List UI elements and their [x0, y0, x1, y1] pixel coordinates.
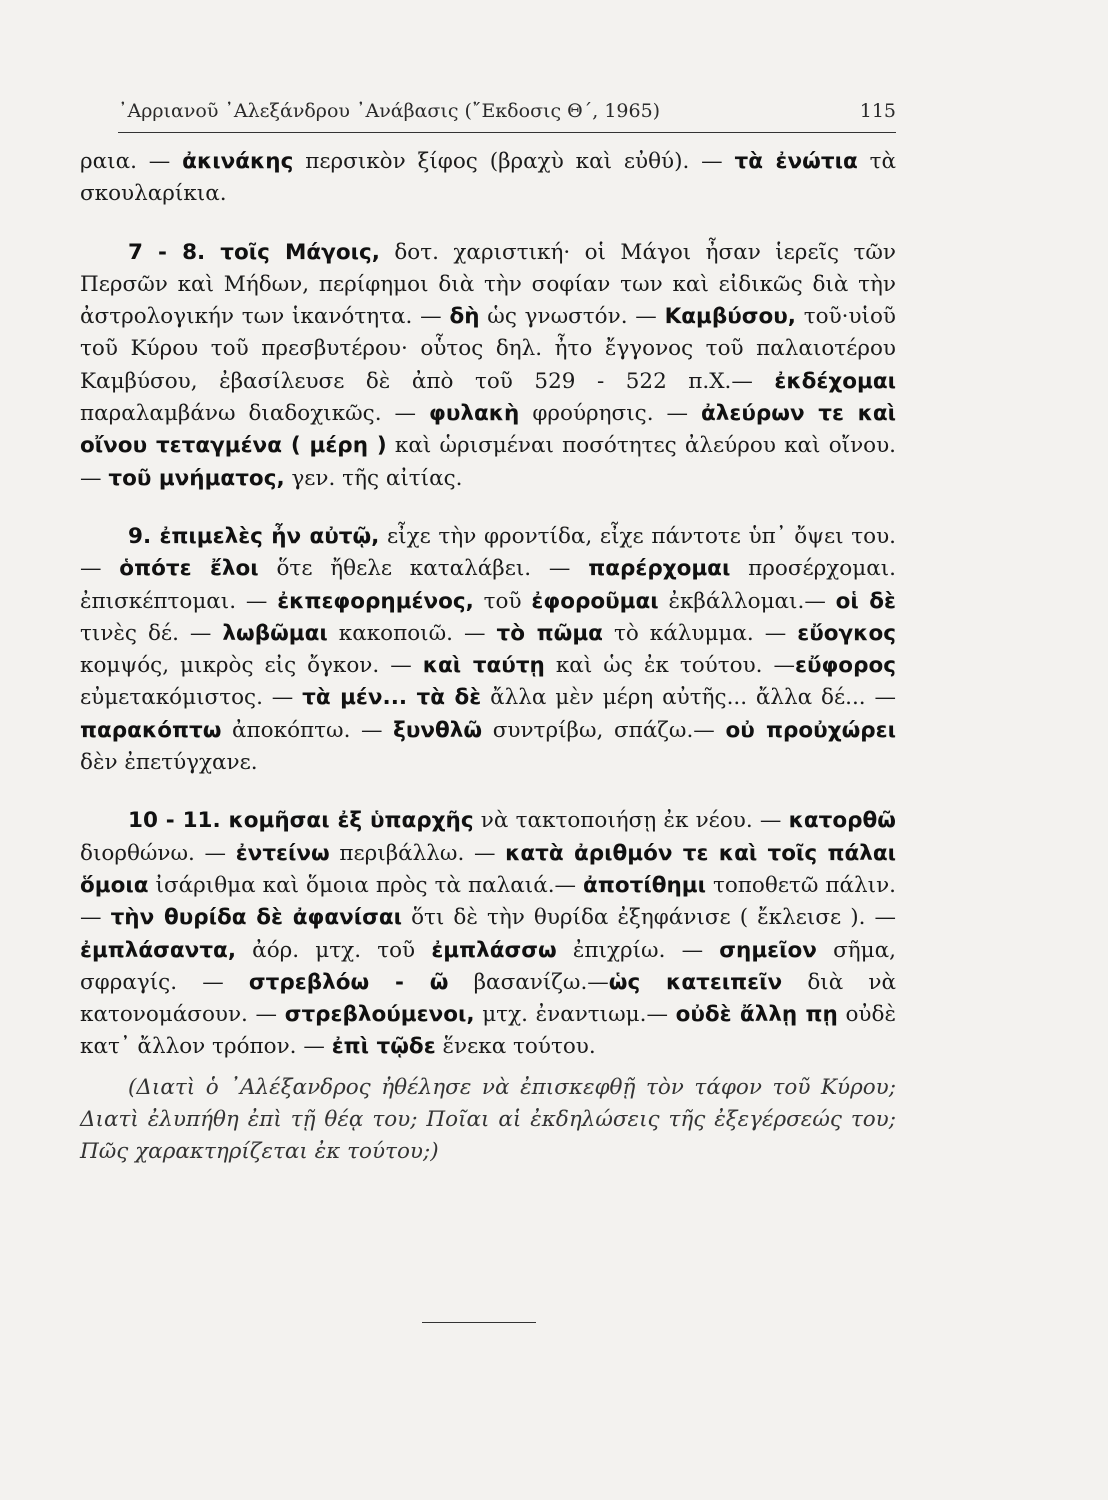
gloss-text: ἀόρ. μτχ. τοῦ: [236, 937, 432, 963]
lemma: οὐδὲ ἄλλῃ πῃ: [675, 1002, 838, 1028]
lemma: ἐμπλάσαντα,: [80, 937, 236, 963]
lemma: ἀκινάκης: [182, 149, 294, 174]
gloss-text: εὐμετακόμιστος. —: [80, 685, 303, 711]
lemma: εὔφορος: [795, 653, 896, 679]
lemma: ἐντείνω: [235, 840, 330, 866]
gloss-text: ὅτε ἤθελε καταλάβει. —: [258, 556, 589, 582]
gloss-text: τὸ κάλυμμα. —: [602, 620, 798, 646]
lemma: Καμβύσου,: [664, 304, 796, 330]
gloss-text: ἀποκόπτω. —: [221, 717, 394, 743]
lemma: φυλακὴ: [429, 401, 520, 427]
gloss-text: μτχ. ἐναντιωμ.—: [474, 1002, 676, 1028]
gloss-text: προσέρχομαι. ἐπισκέπτομαι. —: [80, 556, 897, 614]
lemma: λωβῶμαι: [222, 620, 328, 646]
gloss-text: δὲν ἐπετύγχανε.: [80, 750, 258, 776]
gloss-text: ἰσάριθμα καὶ ὅμοια πρὸς τὰ παλαιά.—: [148, 872, 584, 898]
lemma: ὡς κατειπεῖν: [608, 969, 783, 995]
lemma: ἐκπεφορημένος,: [277, 588, 474, 614]
gloss-text: γεν. τῆς αἰτίας.: [284, 465, 463, 491]
lemma: τοῦ μνήματος,: [108, 465, 285, 491]
gloss-text: ἄλλα μὲν μέρη αὐτῆς... ἄλλα δέ... —: [481, 685, 896, 711]
gloss-text: δοτ. χαριστική· οἱ Μάγοι ἦσαν ἱερεῖς τῶν Περσῶν καὶ Μήδων, περίφημοι διὰ τὴν σοφίαν των καὶ εἰδικῶς διὰ τὴν ἀστρολογικήν των ἱκανότητα. —: [80, 239, 896, 330]
lemma: ἐπὶ τῷδε: [331, 1034, 436, 1060]
gloss-text: περσικὸν ξίφος (βραχὺ καὶ εὐθύ). —: [293, 149, 735, 174]
lemma: ἐμπλάσσω: [431, 937, 557, 963]
lemma: ἐκδέχομαι: [774, 368, 896, 394]
gloss-text: συντρίβω, σπάζω.—: [482, 717, 726, 743]
gloss-text: ὅτι δὲ τὴν θυρίδα ἐξηφάνισε ( ἔκλεισε ). —: [402, 905, 896, 931]
lemma: ἀποτίθημι: [583, 872, 706, 898]
gloss-text: φρούρησις. —: [519, 401, 702, 427]
gloss-text: διορθώνω. —: [80, 840, 236, 866]
lemma: ὁπότε ἔλοι: [119, 556, 259, 582]
gloss-text: κακοποιῶ. —: [327, 620, 497, 646]
lemma: στρεβλούμενοι,: [284, 1002, 475, 1028]
study-questions: [80, 1072, 896, 1169]
gloss-text: τοῦ·υἱοῦ τοῦ Κύρου τοῦ πρεσβυτέρου· οὗτος δηλ. ἦτο ἔγγονος τοῦ παλαιοτέρου Καμβύσου, ἐβασίλευσε δὲ ἀπὸ τοῦ 529 - 522 π.Χ.—: [80, 304, 897, 394]
gloss-text: ἕνεκα τούτου.: [435, 1034, 596, 1060]
header-rule: [118, 132, 896, 133]
gloss-text: τοποθετῶ πάλιν. —: [80, 872, 896, 931]
lemma: τὴν θυρίδα δὲ ἀφανίσαι: [110, 905, 403, 931]
gloss-text: ἐκβάλλομαι.—: [658, 588, 836, 614]
gloss-text: διὰ νὰ κατονομάσουν. —: [80, 969, 897, 1028]
gloss-text: ἐπιχρίω. —: [556, 937, 720, 963]
gloss-text: βασανίζω.—: [448, 969, 609, 995]
lemma: στρεβλόω - ῶ: [248, 969, 449, 995]
running-header: [118, 100, 896, 122]
gloss-text: καὶ ὡς ἐκ τούτου. —: [544, 653, 795, 679]
lemma: τὸ πῶμα: [496, 620, 603, 646]
lemma: καὶ ταύτῃ: [422, 653, 545, 679]
lemma: 7 - 8. τοῖς Μάγοις,: [128, 239, 380, 265]
lemma: τὰ ἐνώτια: [734, 149, 858, 174]
commentary-paragraph: [80, 521, 896, 779]
lemma: ἐφοροῦμαι: [531, 588, 659, 614]
lemma: οὐ προὐχώρει: [725, 717, 896, 743]
lemma: σημεῖον: [719, 937, 817, 963]
gloss-text: εἶχε τὴν φροντίδα, εἶχε πάντοτε ὑπ᾿ ὄψει του. —: [80, 523, 896, 582]
page-number: 115: [859, 100, 896, 122]
lemma: ἀλεύρων τε καὶ οἴνου τεταγμένα ( μέρη ): [80, 401, 896, 459]
header-title: ᾿Αρριανοῦ ᾿Αλεξάνδρου ᾿Ανάβασις (῎Εκδοσις Θ΄, 1965): [118, 100, 661, 122]
lemma: παρέρχομαι: [588, 556, 731, 582]
gloss-text: σῆμα, σφραγίς. —: [80, 937, 896, 995]
commentary-paragraph: [80, 237, 896, 495]
commentary-paragraph: [80, 805, 896, 1063]
gloss-text: ὡς γνωστόν. —: [479, 304, 665, 330]
lemma: δὴ: [449, 304, 480, 330]
lemma: εὔογκος: [797, 620, 896, 646]
gloss-text: ραια. —: [80, 149, 183, 174]
gloss-text: κομψός, μικρὸς εἰς ὄγκον. —: [80, 653, 423, 679]
lemma: κατὰ ἀριθμόν τε καὶ τοῖς πάλαι ὅμοια: [80, 840, 896, 898]
gloss-text: οὐδὲ κατ᾿ ἄλλον τρόπον. —: [80, 1002, 896, 1060]
lemma: ξυνθλῶ: [393, 717, 483, 743]
lemma: 10 - 11. κομῆσαι ἐξ ὑπαρχῆς: [128, 808, 474, 834]
commentary-paragraph: [80, 146, 896, 211]
gloss-text: παραλαμβάνω διαδοχικῶς. —: [80, 401, 430, 427]
gloss-text: νὰ τακτοποιήσῃ ἐκ νέου. —: [473, 808, 789, 834]
gloss-text: τὰ σκουλαρίκια.: [80, 149, 896, 207]
lemma: κατορθῶ: [788, 808, 896, 834]
lemma: τὰ μέν... τὰ δὲ: [302, 685, 482, 711]
lemma: 9. ἐπιμελὲς ἦν αὐτῷ,: [128, 523, 380, 549]
gloss-text: περιβάλλω. —: [329, 840, 506, 866]
gloss-text: (Διατὶ ὁ ᾿Αλέξανδρος ἠθέλησε νὰ ἐπισκεφθῇ τὸν τάφον τοῦ Κύρου; Διατὶ ἐλυπήθη ἐπὶ τῇ θέᾳ του; Ποῖαι αἱ ἐκδηλώσεις τῆς ἐξεγέρσεώς του; Πῶς χαρακτηρίζεται ἐκ τούτου;): [80, 1074, 896, 1165]
gloss-text: τινὲς δέ. —: [80, 620, 223, 646]
gloss-text: τοῦ: [473, 588, 532, 614]
lemma: οἱ δὲ: [835, 588, 897, 614]
end-rule: [422, 1322, 536, 1323]
gloss-text: καὶ ὡρισμέναι ποσότητες ἀλεύρου καὶ οἴνου. —: [80, 433, 896, 491]
commentary-body: [80, 146, 896, 1169]
lemma: παρακόπτω: [80, 717, 222, 743]
